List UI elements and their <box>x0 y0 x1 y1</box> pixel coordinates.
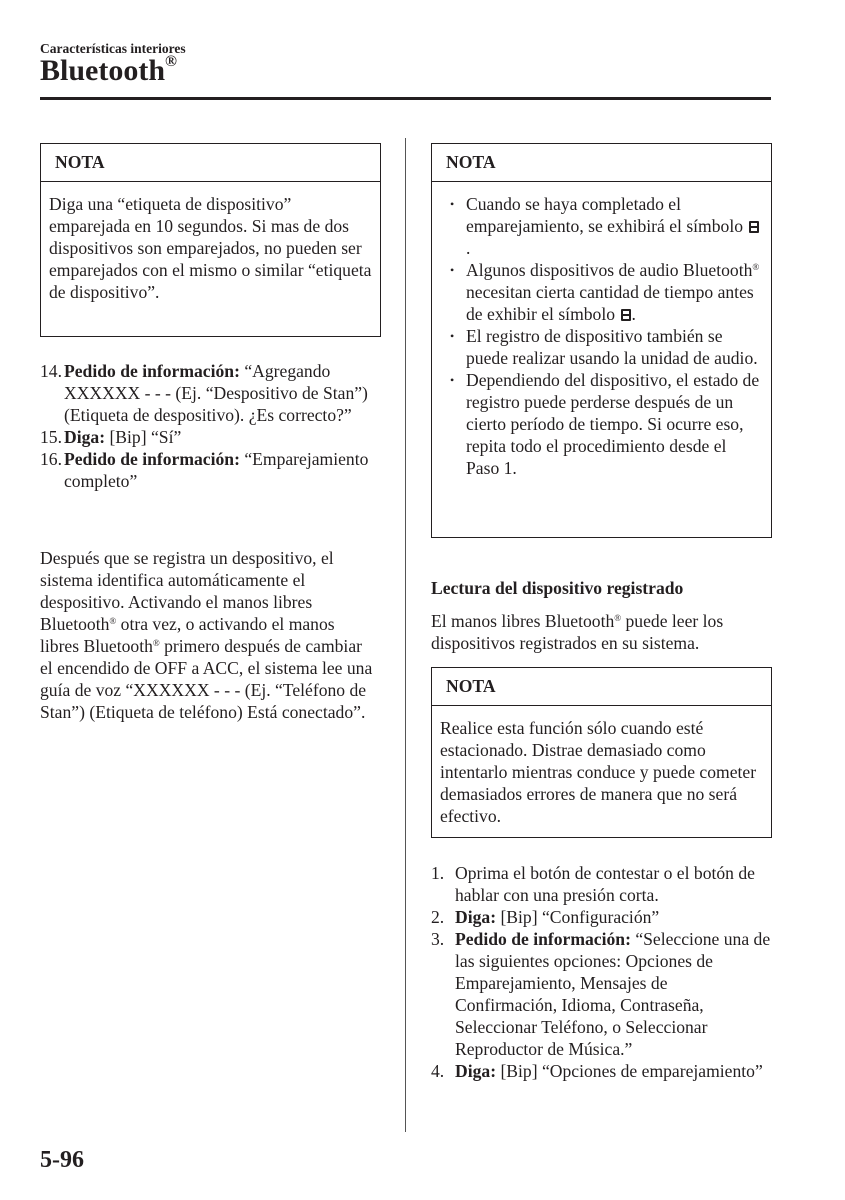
text: otra vez, o activando el manos libres Bluetooth <box>40 614 335 656</box>
list-item <box>431 928 773 1060</box>
step-prompt: Diga: <box>455 907 497 927</box>
step-prompt: Diga: <box>64 427 106 447</box>
note-box <box>431 667 772 838</box>
text: . <box>466 238 471 258</box>
section-label: Características interiores <box>40 41 186 56</box>
text: El manos libres Bluetooth <box>431 611 615 631</box>
list-item <box>40 448 378 492</box>
list-item <box>431 862 773 906</box>
text: Algunos dispositivos de audio Bluetooth <box>466 260 753 280</box>
step-number: 3. <box>431 929 445 949</box>
page-number: 5-96 <box>40 1147 84 1173</box>
title-text: Bluetooth <box>40 54 166 87</box>
bluetooth-paired-icon <box>621 309 631 321</box>
body-paragraph <box>40 547 378 723</box>
note-box <box>40 143 381 337</box>
registered-mark: ® <box>109 616 117 626</box>
step-number: 16. <box>40 449 62 469</box>
column-divider <box>405 138 406 1132</box>
text: necesitan cierta cantidad de tiempo antes de exhibir el símbolo <box>466 282 754 324</box>
step-number: 4. <box>431 1061 445 1081</box>
text: . <box>631 304 636 324</box>
step-text: [Bip] “Sí” <box>105 427 182 447</box>
step-prompt: Diga: <box>455 1061 497 1081</box>
step-prompt: Pedido de información: <box>455 929 631 949</box>
body-paragraph <box>431 610 771 654</box>
list-item <box>431 1060 773 1082</box>
step-text: “Emparejamiento completo” <box>64 449 369 491</box>
step-text: Oprima el botón de contestar o el botón de hablar con una presión corta. <box>455 863 755 905</box>
note-label: NOTA <box>41 144 380 182</box>
list-item <box>440 325 763 369</box>
step-prompt: Pedido de información: <box>64 361 240 381</box>
list-item <box>40 426 378 448</box>
page-title <box>40 54 177 88</box>
text: El registro de dispositivo también se puede realizar usando la unidad de audio. <box>466 326 758 368</box>
note-label: NOTA <box>432 144 771 182</box>
step-number: 2. <box>431 907 445 927</box>
note-text: Realice esta función sólo cuando esté estacionado. Distrae demasiado como intentarlo mientras conduce y puede cometer demasiados errores de manera que no será efectivo. <box>440 718 757 826</box>
list-item <box>440 259 763 325</box>
step-text: “Agregando XXXXXX - - - (Ej. “Despositivo de Stan”) (Etiqueta de despositivo). ¿Es correcto?” <box>64 361 368 425</box>
note-bullets <box>432 182 771 479</box>
step-number: 1. <box>431 863 445 883</box>
note-label: NOTA <box>432 668 771 706</box>
text: Cuando se haya completado el emparejamiento, se exhibirá el símbolo <box>466 194 748 236</box>
list-item <box>40 360 378 426</box>
text: puede leer los dispositivos registrados en su sistema. <box>431 611 724 653</box>
step-text: [Bip] “Opciones de emparejamiento” <box>496 1061 763 1081</box>
text: Después que se registra un despositivo, el sistema identifica automáticamente el despositivo. Activando el manos libres Bluetooth <box>40 548 334 634</box>
registered-mark: ® <box>165 53 177 70</box>
note-text: Diga una “etiqueta de dispositivo” emparejada en 10 segundos. Si mas de dos dispositivos son emparejados, no pueden ser emparejados con el mismo o similar “etiqueta de dispositivo”. <box>49 194 372 302</box>
list-item <box>431 906 773 928</box>
step-list <box>431 862 773 1082</box>
step-number: 15. <box>40 427 62 447</box>
list-item <box>440 193 763 259</box>
list-item <box>440 369 763 479</box>
header-rule <box>40 97 771 100</box>
step-prompt: Pedido de información: <box>64 449 240 469</box>
step-text: [Bip] “Configuración” <box>496 907 660 927</box>
registered-mark: ® <box>752 262 760 272</box>
note-box <box>431 143 772 538</box>
step-number: 14. <box>40 361 62 381</box>
step-list <box>40 360 378 492</box>
registered-mark: ® <box>152 638 160 648</box>
text: primero después de cambiar el encendido de OFF a ACC, el sistema lee una guía de voz “XXXXXX - - - (Ej. “Teléfono de Stan”) (Etiqueta de teléfono) Está conectado”. <box>40 636 373 722</box>
text: Dependiendo del dispositivo, el estado de registro puede perderse después de un cierto período de tiempo. Si ocurre eso, repita todo el procedimiento desde el Paso 1. <box>466 370 760 478</box>
step-text: “Seleccione una de las siguientes opciones: Opciones de Emparejamiento, Mensajes de Confirmación, Idioma, Contraseña, Seleccionar Teléfono, o Seleccionar Reproductor de Música.” <box>455 929 771 1059</box>
section-heading: Lectura del dispositivo registrado <box>431 578 684 598</box>
bluetooth-paired-icon <box>749 221 759 233</box>
registered-mark: ® <box>614 613 622 623</box>
